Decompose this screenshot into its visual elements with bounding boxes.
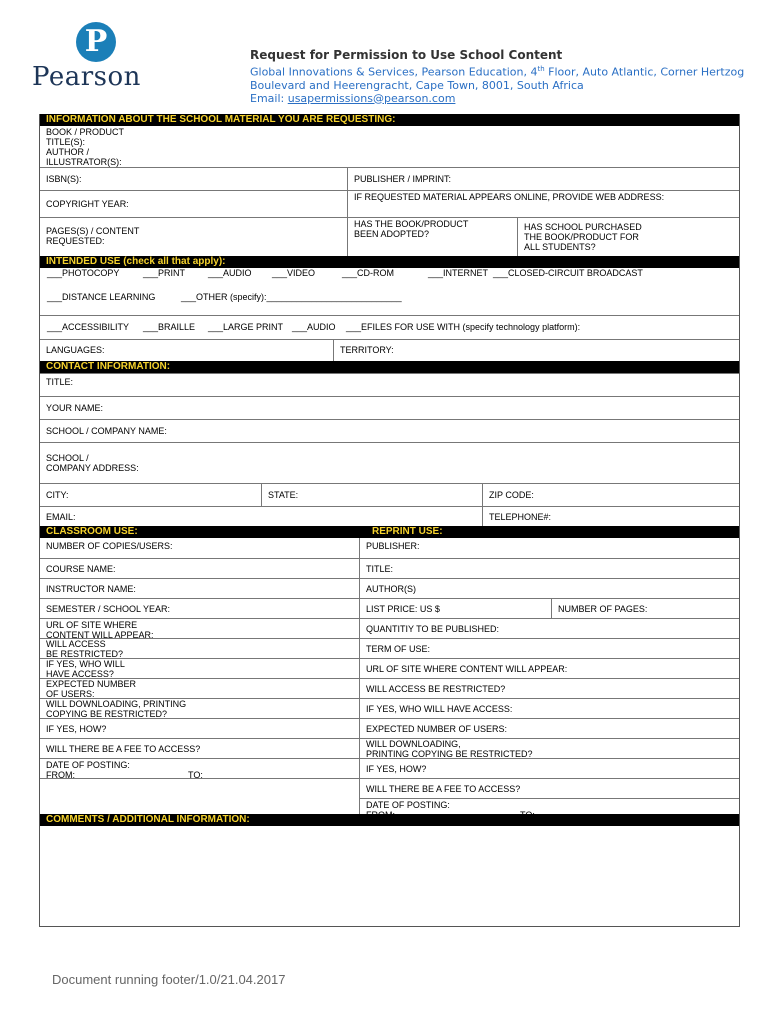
classroom-blank-area [40,778,359,815]
option-distance-learning[interactable]: ___DISTANCE LEARNING [47,292,156,302]
state-field[interactable]: STATE: [261,484,482,506]
languages-field[interactable]: LANGUAGES: [46,345,105,355]
contact-title-field[interactable]: TITLE: [46,377,74,387]
intended-use-row-1 [40,268,739,288]
school-name-field[interactable]: SCHOOL / COMPANY NAME: [46,426,167,436]
school-address-field[interactable]: SCHOOL / COMPANY ADDRESS: [46,453,139,473]
option-audio[interactable]: ___AUDIO [208,268,252,278]
your-name-field[interactable]: YOUR NAME: [46,403,104,413]
reprint-access-restricted-field[interactable]: WILL ACCESS BE RESTRICTED? [360,678,739,698]
reprint-expected-users-field[interactable]: EXPECTED NUMBER OF USERS: [360,718,739,738]
classroom-column [40,538,360,814]
book-field[interactable]: BOOK / PRODUCT TITLE(S): AUTHOR / ILLUSTRATOR(S): [46,127,125,167]
option-braille[interactable]: ___BRAILLE [143,322,196,332]
option-internet[interactable]: ___INTERNET [428,268,489,278]
option-other[interactable]: ___OTHER (specify):___________________________ [181,292,402,302]
number-of-pages-field[interactable]: NUMBER OF PAGES: [558,604,648,614]
classroom-if-yes-how-field[interactable]: IF YES, HOW? [40,718,359,738]
pages-field[interactable]: PAGES(S) / CONTENT REQUESTED: [46,226,140,246]
classroom-copies-field[interactable]: NUMBER OF COPIES/USERS: [46,541,173,551]
form-title: Request for Permission to Use School Content [250,48,563,62]
intended-use-row-3 [40,315,739,339]
classroom-access-restricted-field[interactable]: WILL ACCESS BE RESTRICTED? [40,638,359,658]
classroom-url-field[interactable]: URL OF SITE WHERE CONTENT WILL APPEAR: [40,618,359,638]
section-heading-comments: COMMENTS / ADDITIONAL INFORMATION: [40,814,739,826]
option-video[interactable]: ___VIDEO [272,268,316,278]
pearson-wordmark: Pearson [32,62,141,92]
purchased-field[interactable]: HAS SCHOOL PURCHASED THE BOOK/PRODUCT FOR ALL STUDENTS? [517,218,739,256]
reprint-publisher-field[interactable]: PUBLISHER: [366,541,420,551]
option-cd-rom[interactable]: ___CD-ROM [342,268,395,278]
reprint-downloading-field[interactable]: WILL DOWNLOADING, PRINTING COPYING BE RESTRICTED? [360,738,739,758]
document-footer: Document running footer/1.0/21.04.2017 [52,972,286,987]
reprint-title-field[interactable]: TITLE: [360,558,739,578]
list-price-field[interactable]: LIST PRICE: US $ [360,599,552,618]
pearson-mark-icon: P [76,22,116,62]
city-field[interactable]: CITY: [46,490,69,500]
instructor-name-field[interactable]: INSTRUCTOR NAME: [40,578,359,598]
address-line-2: Boulevard and Heerengracht, Cape Town, 8001, South Africa [250,78,584,92]
isbn-field[interactable]: ISBN(S): [46,174,82,184]
section-heading-intended-use: INTENDED USE (check all that apply): [40,256,739,268]
option-photocopy[interactable]: ___PHOTOCOPY [47,268,120,278]
zip-code-field[interactable]: ZIP CODE: [482,484,739,506]
email-field[interactable]: EMAIL: [46,512,76,522]
course-name-field[interactable]: COURSE NAME: [40,558,359,578]
term-of-use-field[interactable]: TERM OF USE: [360,638,739,658]
semester-field[interactable]: SEMESTER / SCHOOL YEAR: [40,598,359,618]
option-efiles[interactable]: ___EFILES FOR USE WITH (specify technology platform): [346,322,581,332]
reprint-posting-field[interactable]: DATE OF POSTING: FROM: TO: [360,798,739,834]
reprint-if-yes-how-field[interactable]: IF YES, HOW? [360,758,739,778]
reprint-column [360,538,739,820]
permission-form [39,114,740,927]
address-line-1: Global Innovations & Services, Pearson Education, 4th Floor, Auto Atlantic, Corner Hertzog [250,65,745,79]
email-link[interactable]: usapermissions@pearson.com [287,91,456,105]
reprint-who-access-field[interactable]: IF YES, WHO WILL HAVE ACCESS: [360,698,739,718]
classroom-fee-field[interactable]: WILL THERE BE A FEE TO ACCESS? [40,738,359,758]
option-audio-2[interactable]: ___AUDIO [292,322,336,332]
section-heading-contact: CONTACT INFORMATION: [40,361,739,373]
form-header [250,48,750,105]
pearson-logo [28,22,188,94]
intended-use-row-2 [40,288,739,315]
adopted-field[interactable]: HAS THE BOOK/PRODUCT BEEN ADOPTED? [347,218,517,256]
option-accessibility[interactable]: ___ACCESSIBILITY [47,322,130,332]
reprint-authors-field[interactable]: AUTHOR(S) [360,578,739,598]
section-heading-material: INFORMATION ABOUT THE SCHOOL MATERIAL YOU ARE REQUESTING: [40,114,739,126]
quantity-field[interactable]: QUANTITIY TO BE PUBLISHED: [360,618,739,638]
territory-field[interactable]: TERRITORY: [333,340,739,361]
copyright-year-field[interactable]: COPYRIGHT YEAR: [46,199,129,209]
section-heading-reprint: REPRINT USE: [366,526,739,538]
reprint-url-field[interactable]: URL OF SITE WHERE CONTENT WILL APPEAR: [360,658,739,678]
option-closed-circuit[interactable]: ___CLOSED-CIRCUIT BROADCAST [493,268,643,278]
publisher-field[interactable]: PUBLISHER / IMPRINT: [347,168,739,190]
option-print[interactable]: ___PRINT [143,268,186,278]
reprint-fee-field[interactable]: WILL THERE BE A FEE TO ACCESS? [360,778,739,798]
telephone-field[interactable]: TELEPHONE#: [482,507,739,526]
comments-field[interactable] [40,826,739,926]
classroom-downloading-field[interactable]: WILL DOWNLOADING, PRINTING COPYING BE RESTRICTED? [40,698,359,718]
option-large-print[interactable]: ___LARGE PRINT [208,322,284,332]
web-address-field[interactable]: IF REQUESTED MATERIAL APPEARS ONLINE, PROVIDE WEB ADDRESS: [347,191,739,217]
classroom-posting-field[interactable]: DATE OF POSTING: FROM: TO: [40,758,359,778]
email-line: Email: usapermissions@pearson.com [250,91,456,105]
section-heading-classroom: CLASSROOM USE: [40,526,366,538]
classroom-who-access-field[interactable]: IF YES, WHO WILL HAVE ACCESS? [40,658,359,678]
classroom-expected-users-field[interactable]: EXPECTED NUMBER OF USERS: [40,678,359,698]
